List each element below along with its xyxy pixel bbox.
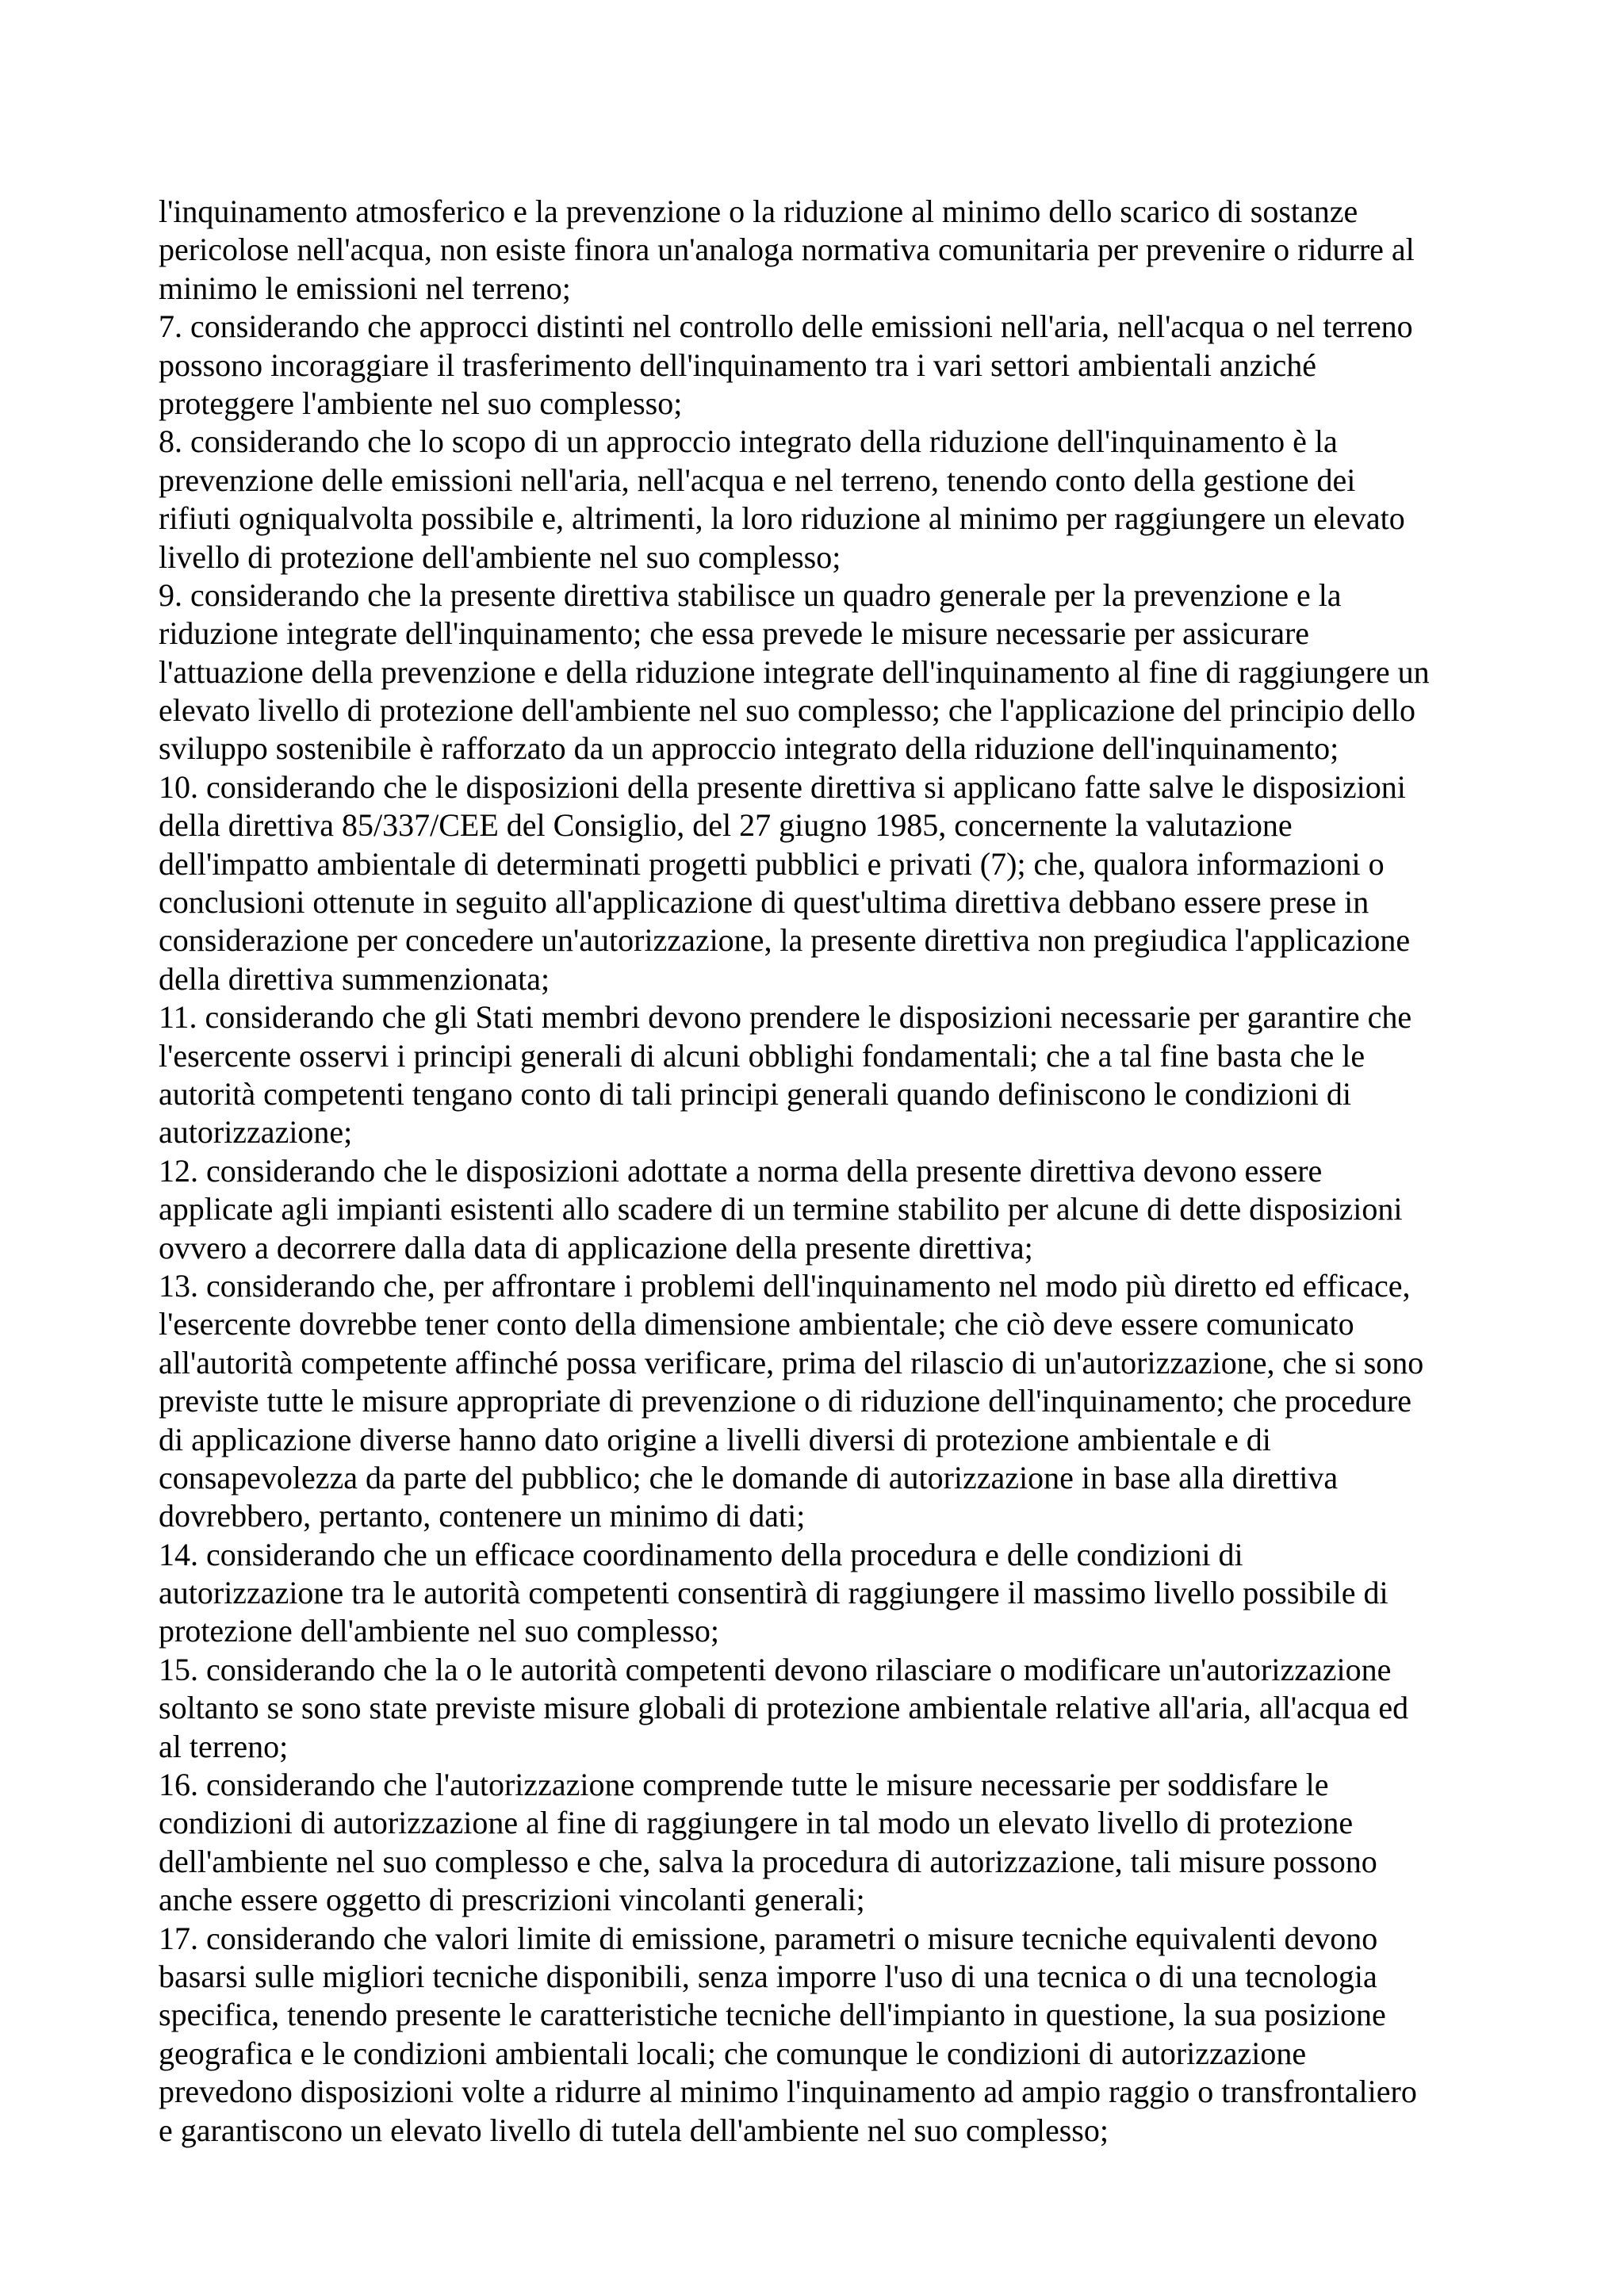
text-line: ovvero a decorrere dalla data di applicazione della presente direttiva; bbox=[159, 1229, 1033, 1266]
text-line: livello di protezione dell'ambiente nel suo complesso; bbox=[159, 538, 841, 575]
text-line: dell'ambiente nel suo complesso e che, salva la procedura di autorizzazione, tali misure possono bbox=[159, 1843, 1377, 1879]
text-line: 8. considerando che lo scopo di un approccio integrato della riduzione dell'inquinamento è la bbox=[159, 423, 1338, 460]
text-line: della direttiva summenzionata; bbox=[159, 960, 550, 997]
text-line: geografica e le condizioni ambientali locali; che comunque le condizioni di autorizzazione bbox=[159, 2035, 1307, 2071]
text-line: dovrebbero, pertanto, contenere un minimo di dati; bbox=[159, 1498, 806, 1534]
text-line: autorità competenti tengano conto di tali principi generali quando definiscono le condizioni di bbox=[159, 1075, 1352, 1112]
text-line: prevenzione delle emissioni nell'aria, nell'acqua e nel terreno, tenendo conto della gestione dei bbox=[159, 461, 1356, 498]
text-line: prevedono disposizioni volte a ridurre al minimo l'inquinamento ad ampio raggio o transfrontaliero bbox=[159, 2074, 1417, 2110]
text-line: 13. considerando che, per affrontare i problemi dell'inquinamento nel modo più diretto ed efficace, bbox=[159, 1267, 1411, 1304]
text-line: previste tutte le misure appropriate di prevenzione o di riduzione dell'inquinamento; che procedure bbox=[159, 1383, 1411, 1419]
text-line: anche essere oggetto di prescrizioni vincolanti generali; bbox=[159, 1882, 865, 1918]
text-line: 14. considerando che un efficace coordinamento della procedura e delle condizioni di bbox=[159, 1536, 1243, 1572]
text-line: al terreno; bbox=[159, 1728, 289, 1764]
text-line: minimo le emissioni nel terreno; bbox=[159, 270, 571, 306]
text-line: pericolose nell'acqua, non esiste finora un'analoga normativa comunitaria per prevenire o ridurre al bbox=[159, 232, 1415, 268]
text-line: l'inquinamento atmosferico e la prevenzione o la riduzione al minimo dello scarico di sostanze bbox=[159, 193, 1358, 229]
text-line: riduzione integrate dell'inquinamento; che essa prevede le misure necessarie per assicurare bbox=[159, 615, 1310, 652]
text-line: 17. considerando che valori limite di emissione, parametri o misure tecniche equivalenti devono bbox=[159, 1920, 1378, 1956]
text-line: autorizzazione; bbox=[159, 1114, 353, 1151]
text-line: 11. considerando che gli Stati membri devono prendere le disposizioni necessarie per garantire che bbox=[159, 999, 1412, 1036]
text-line: sviluppo sostenibile è rafforzato da un approccio integrato della riduzione dell'inquinamento; bbox=[159, 730, 1339, 767]
text-line: proteggere l'ambiente nel suo complesso; bbox=[159, 385, 683, 421]
text-line: considerazione per concedere un'autorizzazione, la presente direttiva non pregiudica l'applicazione bbox=[159, 922, 1411, 959]
text-line: applicate agli impianti esistenti allo scadere di un termine stabilito per alcune di dette disposizioni bbox=[159, 1191, 1403, 1227]
text-line: 15. considerando che la o le autorità competenti devono rilasciare o modificare un'autorizzazione bbox=[159, 1651, 1392, 1687]
text-line: condizioni di autorizzazione al fine di raggiungere in tal modo un elevato livello di protezione bbox=[159, 1805, 1354, 1841]
text-line: l'esercente osservi i principi generali di alcuni obblighi fondamentali; che a tal fine basta che le bbox=[159, 1037, 1365, 1074]
text-line: l'attuazione della prevenzione e della riduzione integrate dell'inquinamento al fine di raggiungere un bbox=[159, 653, 1430, 690]
text-line: l'esercente dovrebbe tener conto della dimensione ambientale; che ciò deve essere comunicato bbox=[159, 1306, 1354, 1342]
text-line: di applicazione diverse hanno dato origine a livelli diversi di protezione ambientale e di bbox=[159, 1421, 1271, 1457]
text-line: elevato livello di protezione dell'ambiente nel suo complesso; che l'applicazione del principio dello bbox=[159, 692, 1416, 729]
text-line: 12. considerando che le disposizioni adottate a norma della presente direttiva devono essere bbox=[159, 1152, 1323, 1189]
text-line: basarsi sulle migliori tecniche disponibili, senza imporre l'uso di una tecnica o di una tecnologia bbox=[159, 1958, 1377, 1994]
document-body bbox=[159, 193, 1491, 2150]
text-line: rifiuti ogniqualvolta possibile e, altrimenti, la loro riduzione al minimo per raggiungere un elevato bbox=[159, 500, 1405, 537]
text-line: soltanto se sono state previste misure globali di protezione ambientale relative all'aria, all'acqua ed bbox=[159, 1690, 1409, 1726]
text-line: consapevolezza da parte del pubblico; che le domande di autorizzazione in base alla direttiva bbox=[159, 1459, 1339, 1496]
text-line: dell'impatto ambientale di determinati progetti pubblici e privati (7); che, qualora informazioni o bbox=[159, 845, 1385, 882]
text-line: 16. considerando che l'autorizzazione comprende tutte le misure necessarie per soddisfare le bbox=[159, 1767, 1329, 1803]
text-line: protezione dell'ambiente nel suo complesso; bbox=[159, 1613, 720, 1649]
text-line: all'autorità competente affinché possa verificare, prima del rilascio di un'autorizzazione, che si sono bbox=[159, 1344, 1424, 1381]
text-line: autorizzazione tra le autorità competenti consentirà di raggiungere il massimo livello possibile di bbox=[159, 1575, 1388, 1611]
text-line: 9. considerando che la presente direttiva stabilisce un quadro generale per la prevenzione e la bbox=[159, 576, 1342, 613]
text-line: possono incoraggiare il trasferimento dell'inquinamento tra i vari settori ambientali anziché bbox=[159, 347, 1317, 383]
text-line: 10. considerando che le disposizioni della presente direttiva si applicano fatte salve le disposizioni bbox=[159, 768, 1406, 805]
text-line: specifica, tenendo presente le caratteristiche tecniche dell'impianto in questione, la sua posizione bbox=[159, 1997, 1386, 2033]
text-line: e garantiscono un elevato livello di tutela dell'ambiente nel suo complesso; bbox=[159, 2112, 1109, 2148]
text-line: conclusioni ottenute in seguito all'applicazione di quest'ultima direttiva debbano essere prese in bbox=[159, 884, 1369, 921]
text-line: 7. considerando che approcci distinti nel controllo delle emissioni nell'aria, nell'acqua o nel terreno bbox=[159, 308, 1413, 345]
text-line: della direttiva 85/337/CEE del Consiglio, del 27 giugno 1985, concernente la valutazione bbox=[159, 807, 1293, 844]
